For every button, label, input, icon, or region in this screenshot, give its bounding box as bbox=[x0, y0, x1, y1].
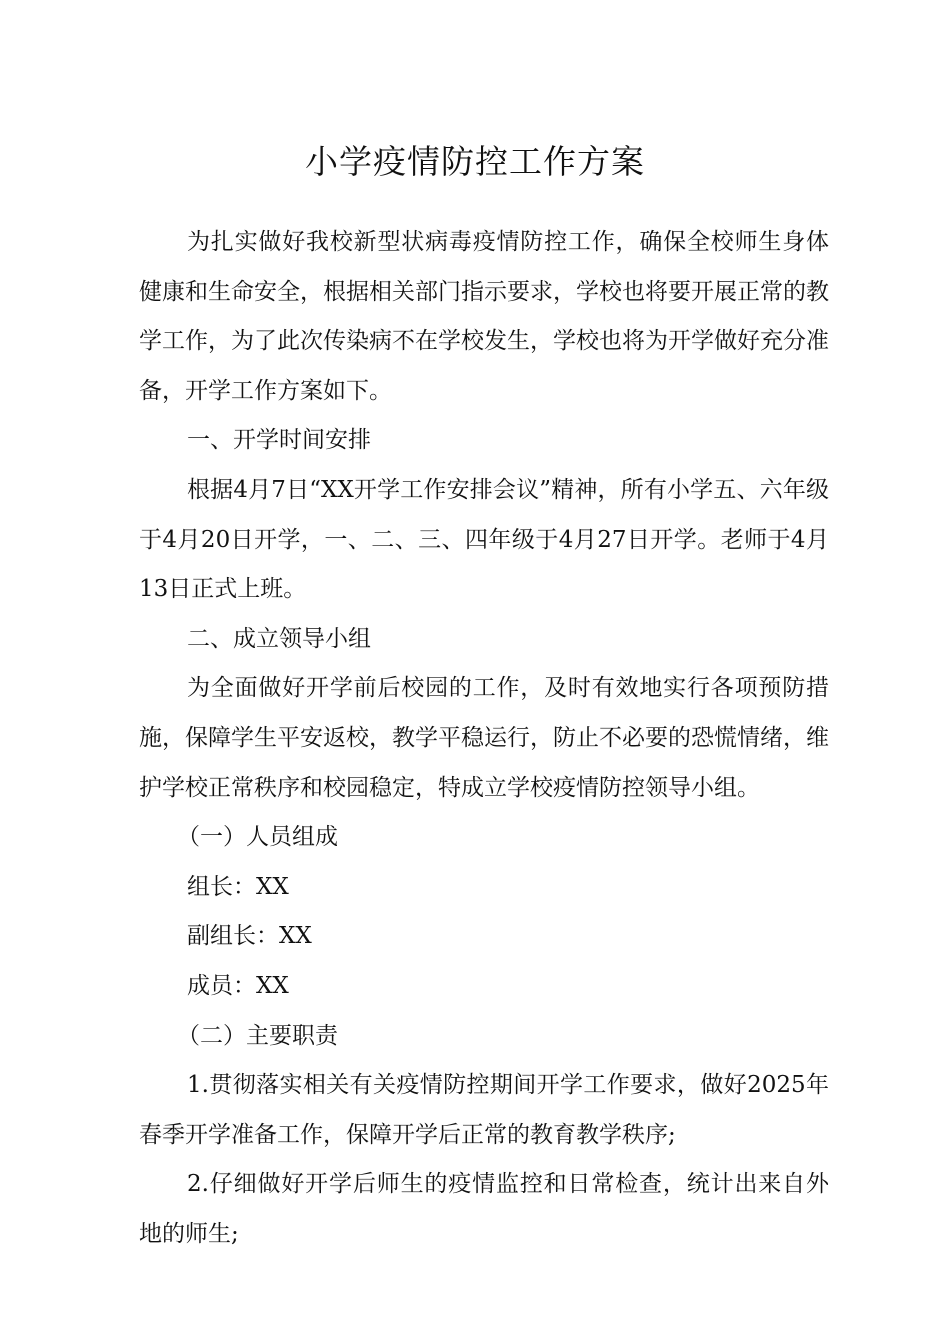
duty-item-2: 2.仔细做好开学后师生的疫情监控和日常检查，统计出来自外地的师生; bbox=[139, 1171, 829, 1247]
duty-item-1: 1.贯彻落实相关有关疫情防控期间开学工作要求，做好2025年春季开学准备工作，保障开学后正常的教育教学秩序; bbox=[139, 1072, 829, 1148]
subheading-duties: （二）主要职责 bbox=[177, 1022, 338, 1049]
member-members: 成员：XX bbox=[187, 972, 289, 999]
member-leader: 组长：XX bbox=[187, 873, 289, 900]
subheading-members: （一）人员组成 bbox=[177, 824, 338, 851]
document-title: 小学疫情防控工作方案 bbox=[305, 142, 645, 181]
section-heading-schedule: 一、开学时间安排 bbox=[187, 427, 371, 454]
leadership-paragraph: 为全面做好开学前后校园的工作，及时有效地实行各项预防措施，保障学生平安返校，教学平稳运行，防止不必要的恐慌情绪，维护学校正常秩序和校园稳定，特成立学校疫情防控领导小组。 bbox=[139, 675, 829, 801]
document-body bbox=[139, 218, 829, 1259]
section-heading-leadership: 二、成立领导小组 bbox=[187, 625, 371, 652]
intro-paragraph: 为扎实做好我校新型状病毒疫情防控工作，确保全校师生身体健康和生命安全，根据相关部门指示要求，学校也将要开展正常的教学工作，为了此次传染病不在学校发生，学校也将为开学做好充分准备，开学工作方案如下。 bbox=[139, 229, 829, 404]
schedule-paragraph: 根据4月7日“XX开学工作安排会议”精神，所有小学五、六年级于4月20日开学，一、二、三、四年级于4月27日开学。老师于4月13日正式上班。 bbox=[139, 476, 829, 603]
member-deputy-leader: 副组长：XX bbox=[187, 923, 312, 950]
